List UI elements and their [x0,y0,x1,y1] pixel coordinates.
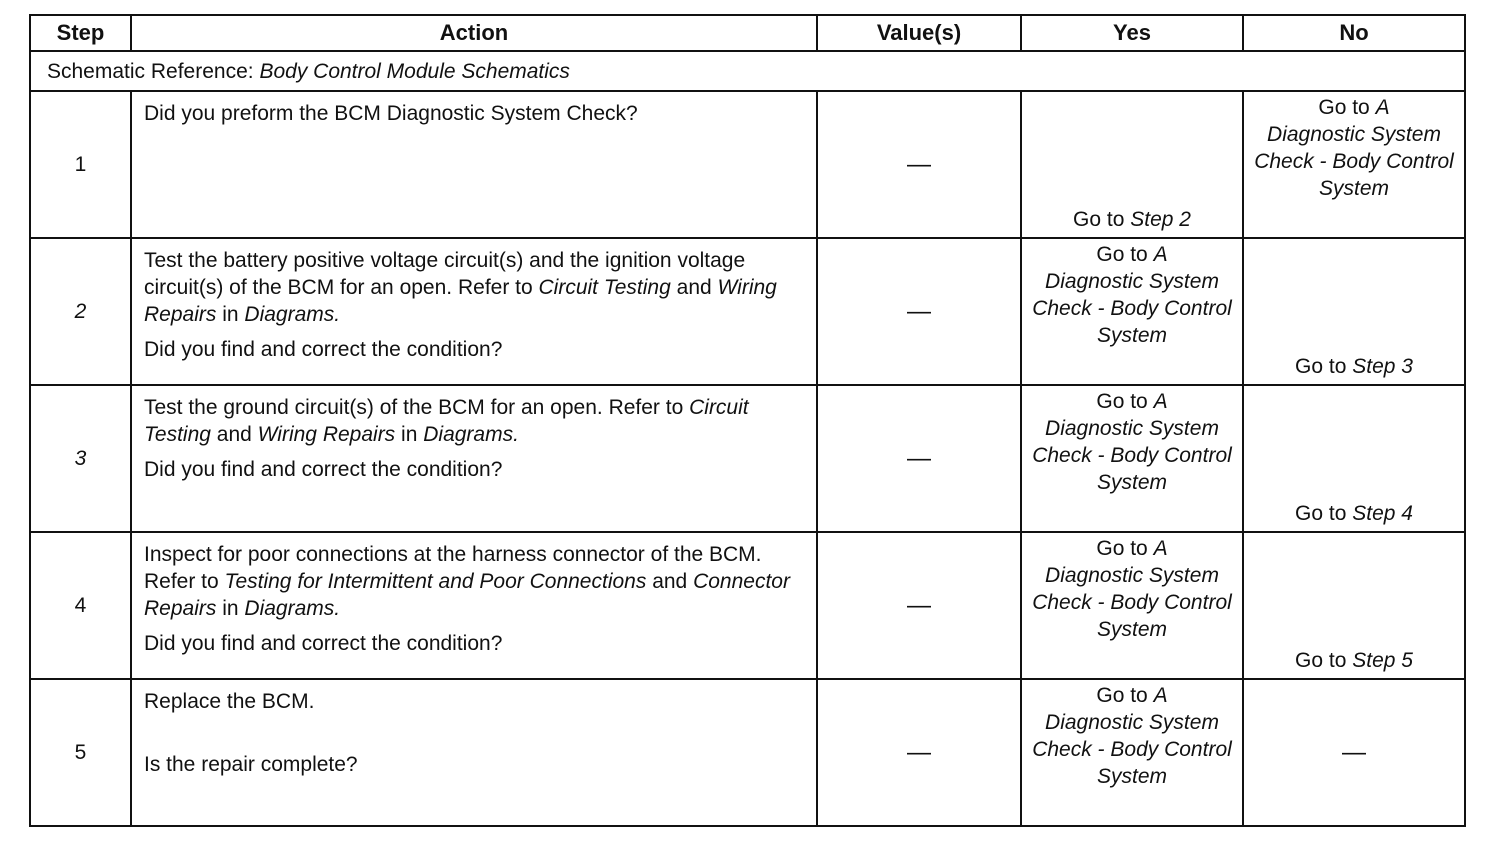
header-yes: Yes [1021,15,1243,51]
step-number: 1 [30,91,131,238]
goto-label: Go to [1295,649,1347,672]
refer-to-text: Refer to [457,276,533,299]
circuit-testing-link[interactable]: Circuit Testing [538,276,671,299]
no-cell[interactable] [1243,385,1465,532]
no-cell: — [1243,679,1465,826]
goto-label: Go to [1295,355,1347,378]
diag-link-a[interactable]: A [1153,243,1168,266]
value-cell: — [817,385,1021,532]
table-row [30,679,1465,826]
action-cell [131,91,817,238]
goto-step-link[interactable]: Step 2 [1130,208,1191,231]
and-text: and [652,570,688,593]
wiring-repairs-link[interactable]: Wiring Repairs [257,423,396,446]
in-text: in [222,597,239,620]
action-question: Did you find and correct the condition? [144,338,503,361]
circuit-testing-link[interactable]: Circuit Testing [144,396,749,446]
step-number: 3 [30,385,131,532]
no-cell[interactable] [1243,238,1465,385]
step-number: 5 [30,679,131,826]
goto-label: Go to [1096,243,1148,266]
value-cell: — [817,91,1021,238]
action-text: Test the ground circuit(s) of the BCM for an open. [144,396,603,419]
diag-link-rest[interactable]: Diagnostic System Check - Body Control System [1032,564,1232,641]
yes-cell[interactable] [1021,385,1243,532]
diagnostic-table-container [29,14,1464,827]
step-number: 4 [30,532,131,679]
schematic-reference [30,51,1465,91]
header-values: Value(s) [817,15,1021,51]
step-number: 2 [30,238,131,385]
header-action: Action [131,15,817,51]
connector-repairs-link[interactable]: Connector Repairs [144,570,790,620]
goto-step-link[interactable]: Step 5 [1352,649,1413,672]
diagrams-link[interactable]: Diagrams. [244,597,341,620]
action-paragraph [144,394,806,448]
header-step: Step [30,15,131,51]
action-cell [131,679,817,826]
and-text: and [216,423,252,446]
diag-link-rest[interactable]: Diagnostic System Check - Body Control System [1032,270,1232,347]
goto-label: Go to [1295,502,1347,525]
goto-step-link[interactable]: Step 4 [1352,502,1413,525]
header-no: No [1243,15,1465,51]
action-cell [131,532,817,679]
action-cell [131,238,817,385]
goto-label: Go to [1073,208,1125,231]
diagnostic-table [29,14,1466,827]
schematic-reference-row [30,51,1465,91]
diag-link-a[interactable]: A [1153,537,1168,560]
diag-link-a[interactable]: A [1153,684,1168,707]
wiring-repairs-link[interactable]: Wiring Repairs [144,276,777,326]
value-cell: — [817,679,1021,826]
diag-link-rest[interactable]: Diagnostic System Check - Body Control System [1254,123,1454,200]
no-cell[interactable] [1243,91,1465,238]
yes-cell[interactable] [1021,91,1243,238]
action-question: Did you find and correct the condition? [144,458,503,481]
diagrams-link[interactable]: Diagrams. [244,303,341,326]
diagrams-link[interactable]: Diagrams. [423,423,519,446]
goto-label: Go to [1096,684,1148,707]
action-text: Inspect for poor connections at the harness connector of the BCM. [144,543,762,566]
table-row [30,385,1465,532]
goto-step-link[interactable]: Step 3 [1352,355,1413,378]
action-question: Did you find and correct the condition? [144,632,503,655]
value-cell: — [817,238,1021,385]
table-row [30,91,1465,238]
and-text: and [676,276,712,299]
action-text: Replace the BCM. [144,690,315,713]
action-text: Test the battery positive voltage circuit(s) and the ignition voltage circuit(s) of the BCM for an open. [144,249,746,299]
action-paragraph [144,541,806,622]
in-text: in [222,303,239,326]
intermittent-testing-link[interactable]: Testing for Intermittent and Poor Connections [224,570,647,593]
diag-link-a[interactable]: A [1153,390,1168,413]
schematic-link[interactable]: Body Control Module Schematics [259,59,570,83]
table-row [30,532,1465,679]
in-text: in [401,423,418,446]
no-cell[interactable] [1243,532,1465,679]
yes-cell[interactable] [1021,238,1243,385]
action-question: Is the repair complete? [144,753,358,776]
header-row [30,15,1465,51]
goto-label: Go to [1096,390,1148,413]
refer-to-text: Refer to [144,570,219,593]
goto-label: Go to [1096,537,1148,560]
action-paragraph [144,247,806,328]
value-cell: — [817,532,1021,679]
schematic-label: Schematic Reference: [47,59,254,83]
diag-link-a[interactable]: A [1375,96,1390,119]
action-text: Did you preform the BCM Diagnostic System Check? [144,102,638,125]
table-row [30,238,1465,385]
refer-to-text: Refer to [608,396,684,419]
goto-label: Go to [1318,96,1370,119]
yes-cell[interactable] [1021,679,1243,826]
action-cell [131,385,817,532]
diag-link-rest[interactable]: Diagnostic System Check - Body Control System [1032,417,1232,494]
diag-link-rest[interactable]: Diagnostic System Check - Body Control System [1032,711,1232,788]
yes-cell[interactable] [1021,532,1243,679]
